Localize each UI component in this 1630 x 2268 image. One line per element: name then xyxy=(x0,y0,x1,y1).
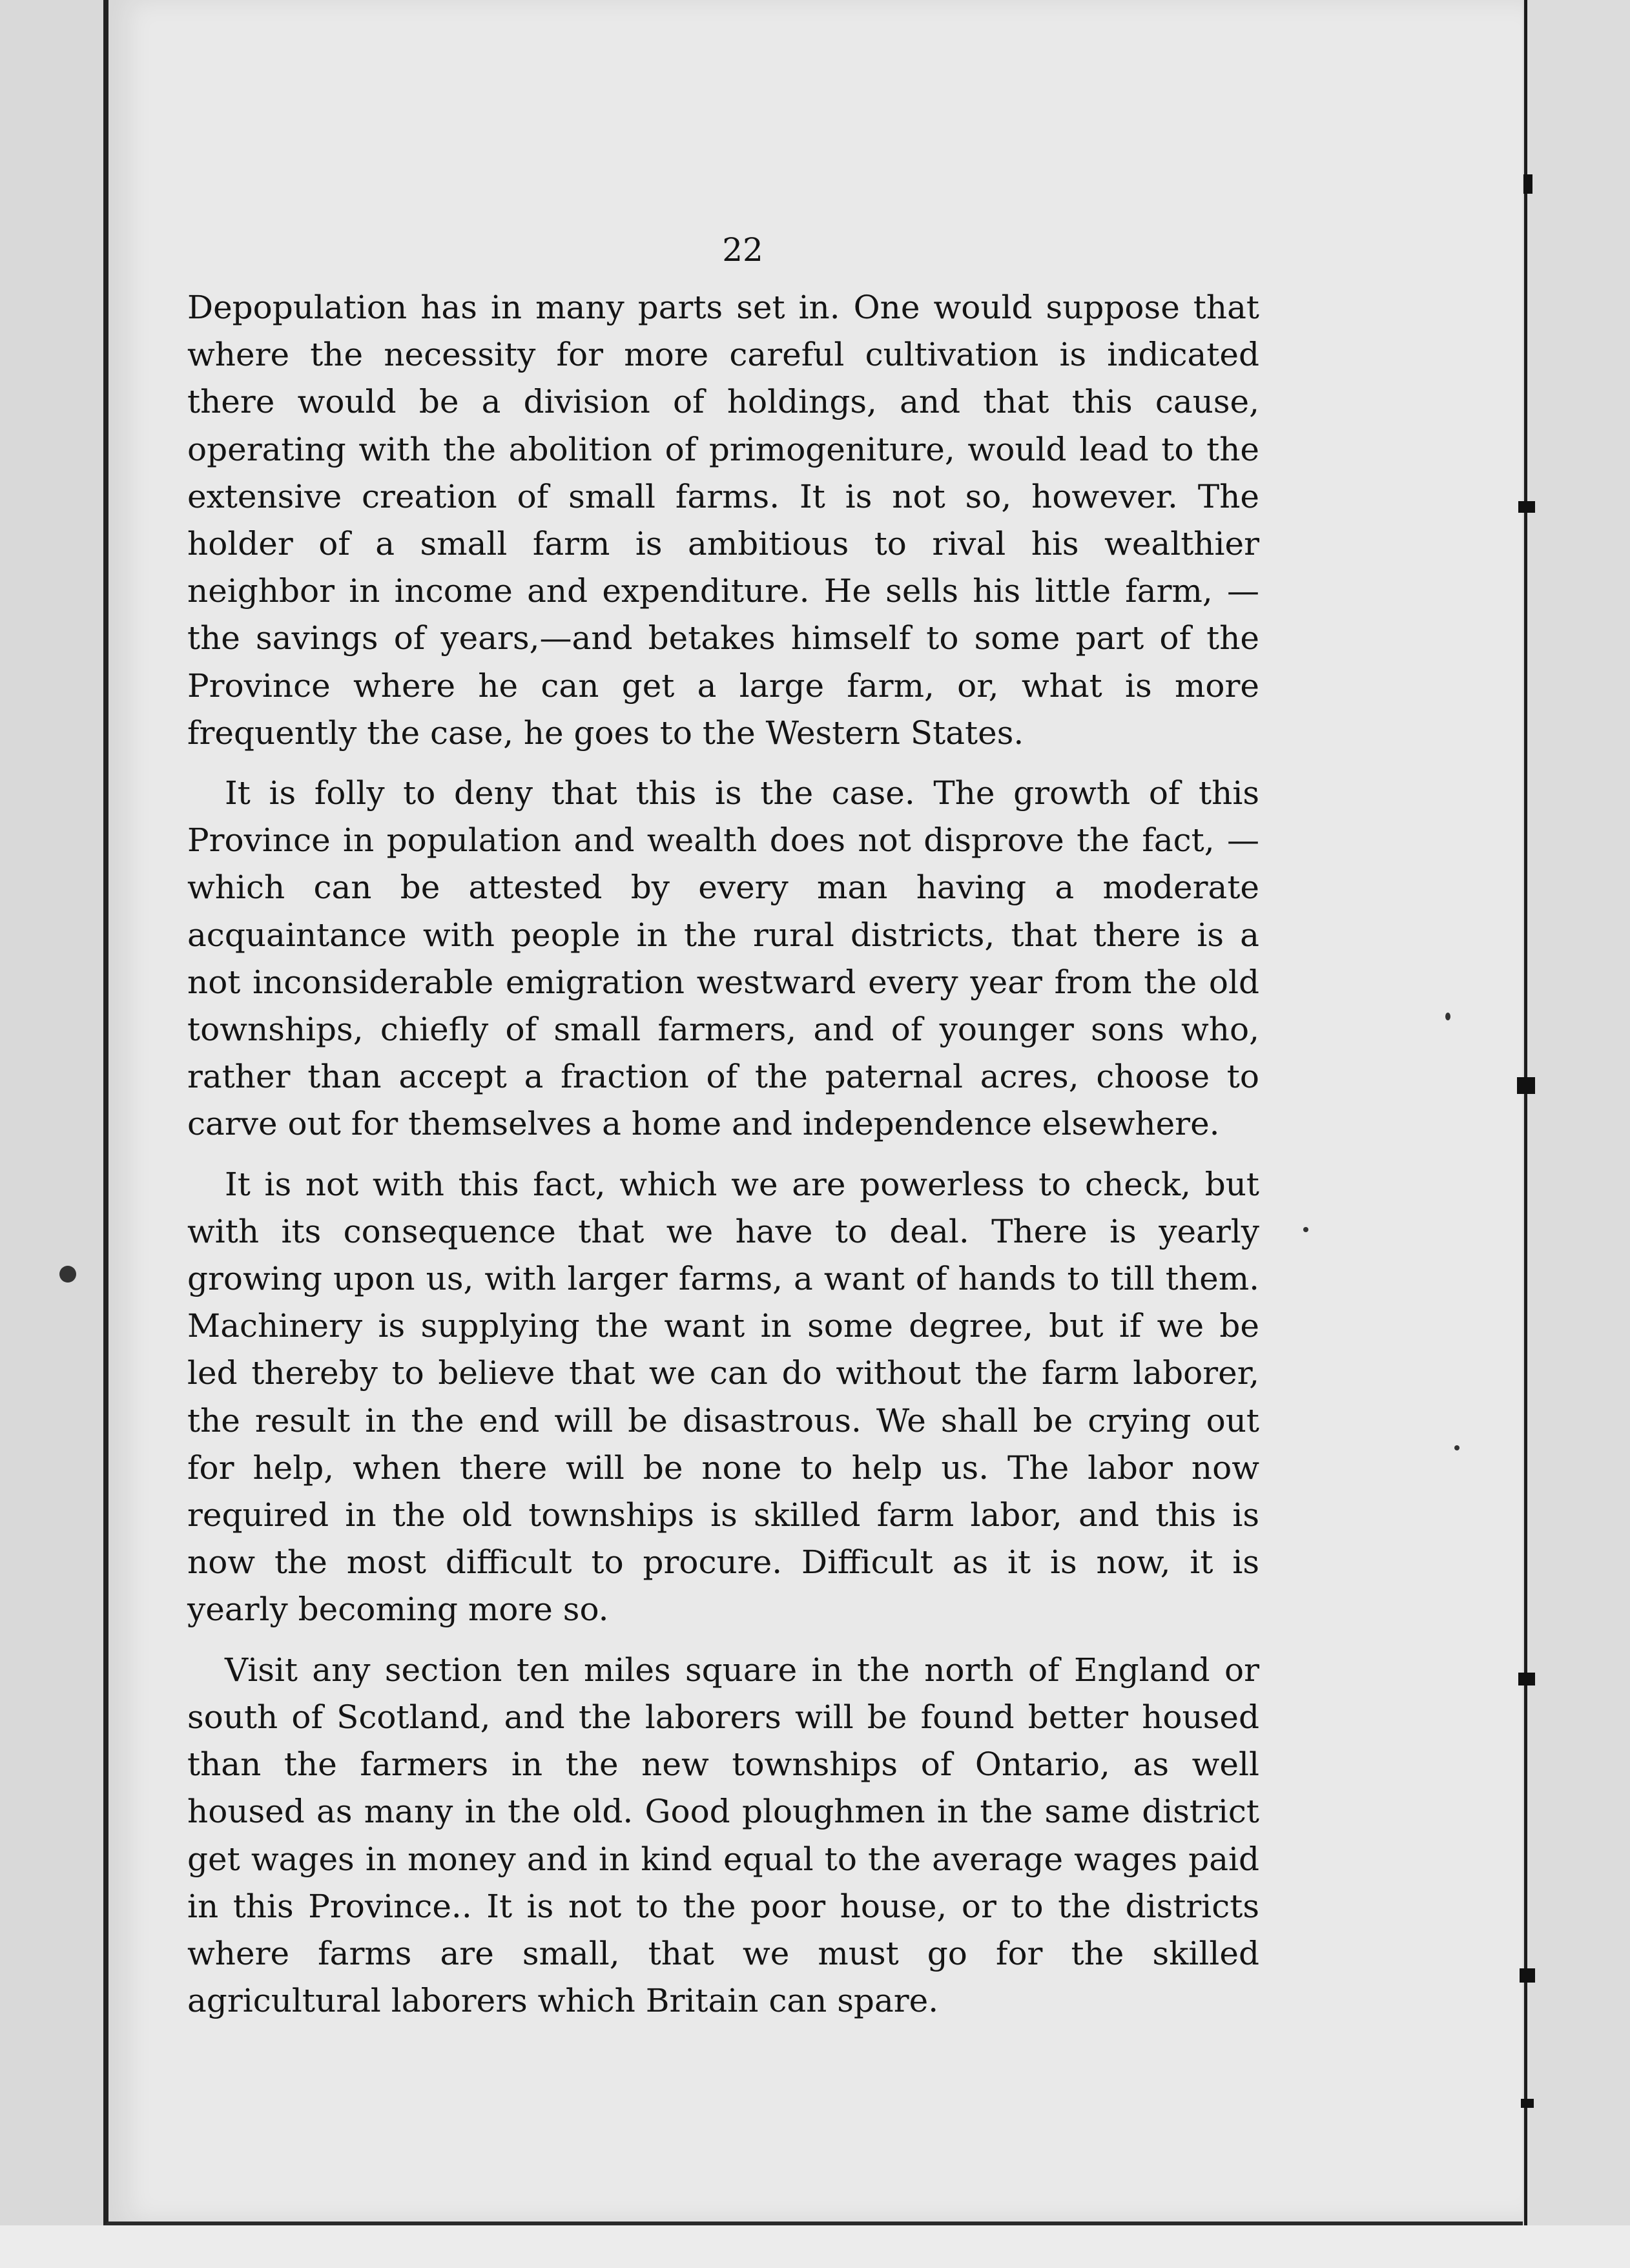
paragraph-3: It is not with this fact, which we are powerless to check, but with its consequence that we have to deal. There is yearly growing upon us, with larger farms, a want of hands to till them. Machinery is supplying the want in some degree, but if we be led thereby to believe that we can do without the farm laborer, the result in the end will be disastrous. We shall be crying out for help, when there will be none to help us. The labor now required in the old townships is skilled farm labor, and this is now the most difficult to procure. Difficult as it is now, it is yearly becoming more so. xyxy=(187,1165,1259,1629)
scan-speck xyxy=(1454,1445,1460,1450)
edge-mark xyxy=(1523,174,1532,194)
edge-mark xyxy=(1517,1077,1535,1094)
scan-bottom-margin xyxy=(0,2225,1630,2268)
edge-mark xyxy=(1520,1968,1535,1983)
body-text xyxy=(187,284,1259,2037)
paragraph-2: It is folly to deny that this is the case. The growth of this Province in population and wealth does not disprove the fact, —which can be attested by every man having a moderate acquaintance with people in the rural districts, that there is a not inconsiderable emigration westward every year from the old townships, chiefly of small farmers, and of younger sons who, rather than accept a fraction of the paternal acres, choose to carve out for themselves a home and independence elsewhere. xyxy=(187,774,1259,1143)
paragraph-4: Visit any section ten miles square in the north of England or south of Scotland, and the laborers will be found better housed than the farmers in the new townships of Ontario, as well housed as many in the old. Good ploughmen in the same district get wages in money and in kind equal to the average wages paid in this Province.. It is not to the poor house, or to the districts where farms are small, that we must go for the skilled agricultural laborers which Britain can spare. xyxy=(187,1651,1259,2020)
adjacent-page-edge xyxy=(1524,0,1630,2268)
paragraph-1: Depopulation has in many parts set in. One would suppose that where the necessity for more careful cultivation is indicated there would be a division of holdings, and that this cause, operating with the abolition of primogeniture, would lead to the extensive creation of small farms. It is not so, however. The holder of a small farm is ambitious to rival his wealthier neighbor in income and expenditure. He sells his little farm, —the savings of years,—and betakes himself to some part of the Province where he can get a large farm, or, what is more frequently the case, he goes to the Western States. xyxy=(187,289,1259,752)
edge-mark xyxy=(1518,501,1535,513)
page-number: 22 xyxy=(722,231,763,269)
scan-speck xyxy=(1303,1227,1308,1232)
edge-mark xyxy=(1521,2099,1534,2108)
edge-mark xyxy=(1518,1673,1535,1686)
scan-speck xyxy=(59,1266,76,1283)
scan-speck xyxy=(1445,1013,1450,1020)
